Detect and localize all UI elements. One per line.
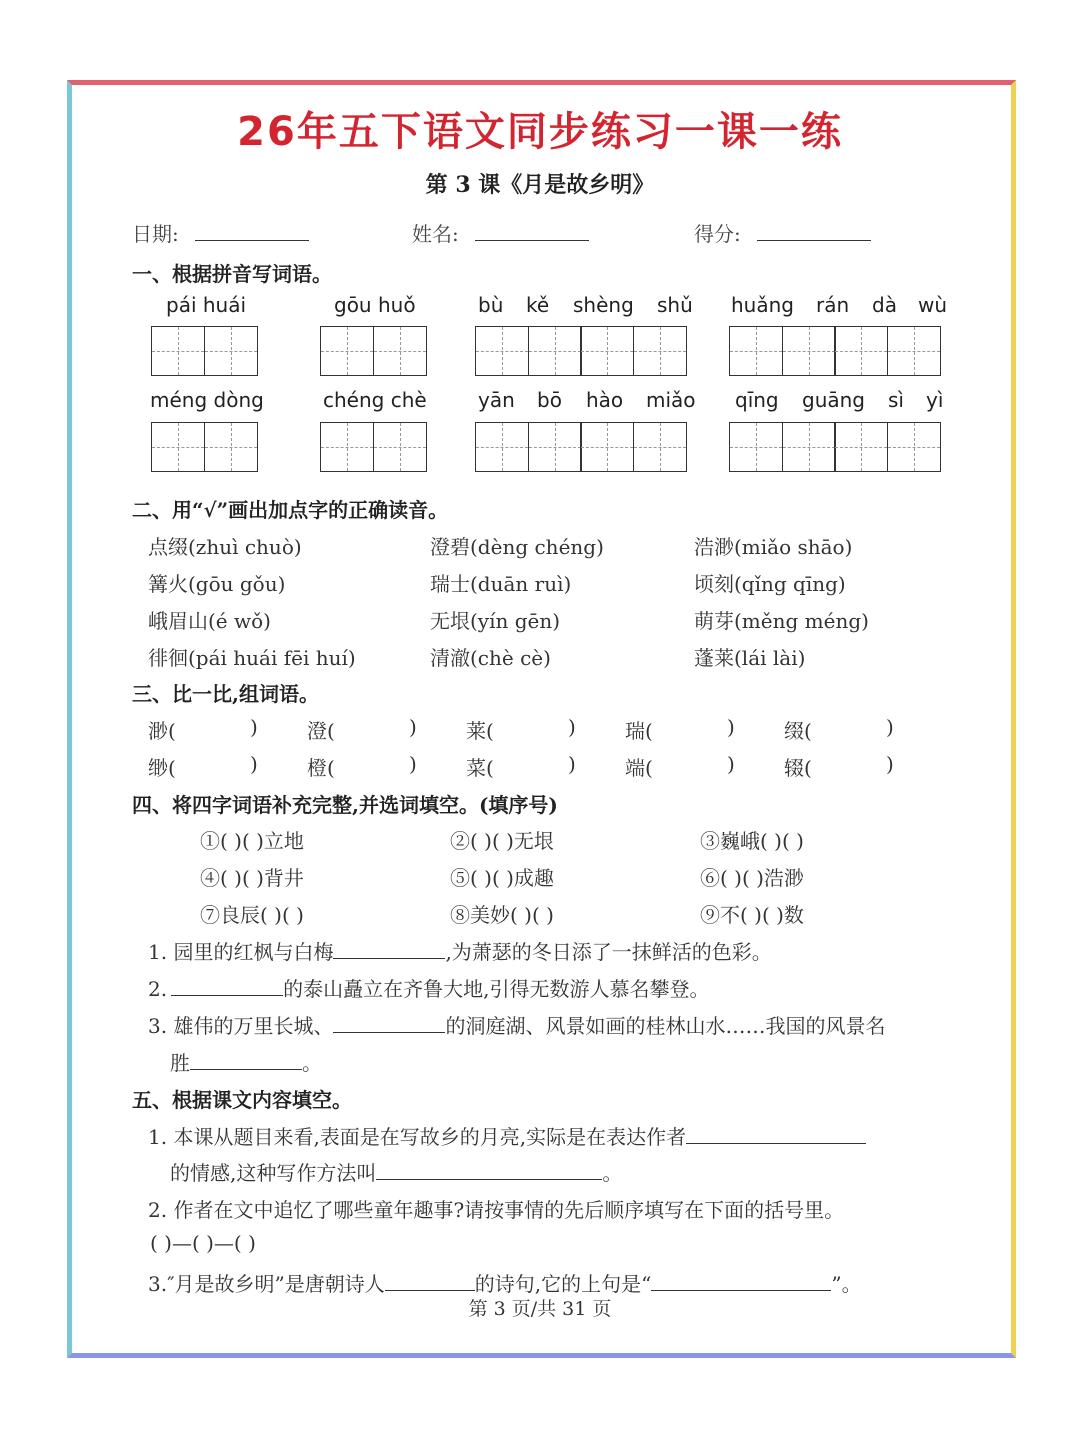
page-title: 26年五下语文同步练习一课一练 (237, 109, 843, 155)
pinyin-label: huǎng (731, 293, 794, 317)
reading-choice[interactable]: 顷刻(qǐng qīng) (694, 572, 846, 596)
pinyin-label: guāng (802, 388, 865, 412)
fill-question-3-cont (170, 1047, 322, 1076)
score-label: 得分: (694, 222, 741, 246)
pinyin-label: bō (537, 388, 562, 412)
close-paren: ) (568, 752, 576, 776)
score-field (694, 218, 871, 247)
compare-char: 澄( (307, 719, 335, 743)
reading-choice[interactable]: 峨眉山(é wǒ) (148, 609, 271, 633)
answer-blank[interactable] (376, 1161, 602, 1180)
pinyin-label: wù (918, 293, 948, 317)
writing-grid[interactable] (729, 422, 941, 472)
pinyin-label: shèng (573, 293, 634, 317)
reading-choice[interactable]: 清澈(chè cè) (430, 646, 551, 670)
content-question-1-cont (170, 1157, 622, 1186)
close-paren: ) (727, 752, 735, 776)
idiom-item[interactable]: ②( )( )无垠 (450, 829, 554, 853)
question-text: 。 (302, 1051, 322, 1075)
close-paren: ) (250, 715, 258, 739)
question-text: 的泰山矗立在齐鲁大地,引得无数游人慕名攀登。 (283, 977, 710, 1001)
grid-cell[interactable] (204, 326, 258, 376)
answer-blank[interactable] (686, 1125, 866, 1144)
reading-choice[interactable]: 蓬莱(lái lài) (694, 646, 806, 670)
grid-cell[interactable] (633, 422, 687, 472)
grid-cell[interactable] (204, 422, 258, 472)
fill-question-2 (148, 973, 709, 1002)
section-1-heading: 一、根据拼音写词语。 (132, 262, 332, 286)
writing-grid[interactable] (151, 326, 258, 376)
writing-grid[interactable] (320, 422, 427, 472)
content-question-3 (148, 1268, 862, 1297)
pinyin-label: yì (926, 388, 944, 412)
section-5-heading: 五、根据课文内容填空。 (132, 1088, 352, 1112)
reading-choice[interactable]: 篝火(gōu gǒu) (148, 572, 286, 596)
answer-blank[interactable] (333, 940, 445, 959)
compare-char: 莱( (466, 719, 494, 743)
compare-char: 菜( (466, 756, 494, 780)
grid-cell[interactable] (320, 326, 374, 376)
pinyin-label: miǎo (646, 388, 696, 412)
answer-blank[interactable] (171, 977, 283, 996)
reading-choice[interactable]: 浩渺(miǎo shāo) (694, 535, 853, 559)
date-field (132, 218, 309, 247)
grid-cell[interactable] (887, 422, 941, 472)
pinyin-label: qīng (735, 388, 779, 412)
question-text: 1. 园里的红枫与白梅 (148, 940, 334, 964)
grid-cell[interactable] (580, 326, 634, 376)
section-4-heading: 四、将四字词语补充完整,并选词填空。(填序号) (132, 793, 558, 817)
pinyin-label: méng dòng (150, 388, 264, 412)
close-paren: ) (886, 752, 894, 776)
pinyin-label: dà (872, 293, 897, 317)
idiom-item[interactable]: ③巍峨( )( ) (700, 829, 804, 853)
compare-char: 端( (625, 756, 653, 780)
question-text: 的洞庭湖、风景如画的桂林山水……我国的风景名 (445, 1014, 886, 1038)
pinyin-label: gōu huǒ (334, 293, 416, 317)
answer-blank[interactable] (190, 1051, 302, 1070)
grid-cell[interactable] (782, 422, 836, 472)
date-blank[interactable] (195, 222, 309, 241)
compare-char: 辍( (784, 756, 812, 780)
name-blank[interactable] (475, 222, 589, 241)
grid-cell[interactable] (151, 326, 205, 376)
idiom-item[interactable]: ⑤( )( )成趣 (450, 866, 554, 890)
pinyin-label: shǔ (657, 293, 693, 317)
lesson-subtitle: 第 3 课《月是故乡明》 (425, 172, 655, 198)
reading-choice[interactable]: 瑞士(duān ruì) (430, 572, 572, 596)
question-text: 3. 雄伟的万里长城、 (148, 1014, 334, 1038)
compare-char: 瑞( (625, 719, 653, 743)
close-paren: ) (250, 752, 258, 776)
grid-cell[interactable] (729, 326, 783, 376)
writing-grid[interactable] (151, 422, 258, 472)
answer-blank[interactable] (385, 1272, 475, 1291)
grid-cell[interactable] (528, 422, 582, 472)
grid-cell[interactable] (887, 326, 941, 376)
content-question-2: 2. 作者在文中追忆了哪些童年趣事?请按事情的先后顺序填写在下面的括号里。 (148, 1198, 845, 1222)
date-label: 日期: (132, 222, 179, 246)
pinyin-label: hào (586, 388, 624, 412)
grid-cell[interactable] (633, 326, 687, 376)
writing-grid[interactable] (475, 326, 687, 376)
answer-blank[interactable] (333, 1014, 445, 1033)
name-label: 姓名: (412, 222, 459, 246)
question-text: 2. (148, 977, 168, 1001)
grid-cell[interactable] (320, 422, 374, 472)
grid-cell[interactable] (834, 326, 888, 376)
idiom-item[interactable]: ④( )( )背井 (200, 866, 304, 890)
question-text: 的诗句,它的上句是“ (474, 1272, 652, 1296)
close-paren: ) (409, 752, 417, 776)
pinyin-label: chéng chè (323, 388, 427, 412)
name-field (412, 218, 589, 247)
section-2-heading: 二、用“√”画出加点字的正确读音。 (132, 498, 449, 522)
question-text: 1. 本课从题目来看,表面是在写故乡的月亮,实际是在表达作者 (148, 1125, 687, 1149)
reading-choice[interactable]: 澄碧(dèng chéng) (430, 535, 604, 559)
pinyin-label: kě (526, 293, 550, 317)
compare-char: 缀( (784, 719, 812, 743)
writing-grid[interactable] (729, 326, 941, 376)
compare-char: 缈( (148, 756, 176, 780)
pinyin-label: bù (478, 293, 504, 317)
fill-question-1 (148, 936, 772, 965)
grid-cell[interactable] (580, 422, 634, 472)
grid-cell[interactable] (373, 326, 427, 376)
close-paren: ) (568, 715, 576, 739)
question-text: ”。 (831, 1272, 862, 1296)
score-blank[interactable] (757, 222, 871, 241)
compare-char: 橙( (307, 756, 335, 780)
writing-grid[interactable] (475, 422, 687, 472)
grid-cell[interactable] (151, 422, 205, 472)
pinyin-label: sì (888, 388, 904, 412)
question-text: 的情感,这种写作方法叫 (170, 1161, 377, 1185)
question-text: 3.″月是故乡明”是唐朝诗人 (148, 1272, 385, 1296)
close-paren: ) (886, 715, 894, 739)
close-paren: ) (409, 715, 417, 739)
close-paren: ) (727, 715, 735, 739)
writing-grid[interactable] (320, 326, 427, 376)
content-question-1 (148, 1121, 866, 1150)
idiom-item[interactable]: ①( )( )立地 (200, 829, 304, 853)
sequence-blanks[interactable]: ( )—( )—( ) (150, 1231, 256, 1255)
question-text: ,为萧瑟的冬日添了一抹鲜活的色彩。 (445, 940, 772, 964)
idiom-item[interactable]: ⑧美妙( )( ) (450, 903, 554, 927)
compare-char: 渺( (148, 719, 176, 743)
pinyin-label: yān (478, 388, 515, 412)
fill-question-3 (148, 1010, 885, 1039)
question-text: 。 (602, 1161, 623, 1185)
idiom-item[interactable]: ⑨不( )( )数 (700, 903, 804, 927)
grid-cell[interactable] (475, 422, 529, 472)
idiom-item[interactable]: ⑥( )( )浩渺 (700, 866, 804, 890)
reading-choice[interactable]: 无垠(yín gēn) (430, 609, 561, 633)
pinyin-label: pái huái (166, 293, 247, 317)
reading-choice[interactable]: 萌芽(měng méng) (694, 609, 869, 633)
grid-cell[interactable] (528, 326, 582, 376)
grid-cell[interactable] (475, 326, 529, 376)
reading-choice[interactable]: 徘徊(pái huái fēi huí) (148, 646, 356, 670)
grid-cell[interactable] (729, 422, 783, 472)
grid-cell[interactable] (834, 422, 888, 472)
question-text: 胜 (170, 1051, 190, 1075)
page-number: 第 3 页/共 31 页 (468, 1298, 612, 1320)
section-3-heading: 三、比一比,组词语。 (132, 682, 319, 706)
grid-cell[interactable] (373, 422, 427, 472)
pinyin-label: rán (816, 293, 850, 317)
reading-choice[interactable]: 点缀(zhuì chuò) (148, 535, 302, 559)
answer-blank[interactable] (651, 1272, 831, 1291)
idiom-item[interactable]: ⑦良辰( )( ) (200, 903, 304, 927)
grid-cell[interactable] (782, 326, 836, 376)
